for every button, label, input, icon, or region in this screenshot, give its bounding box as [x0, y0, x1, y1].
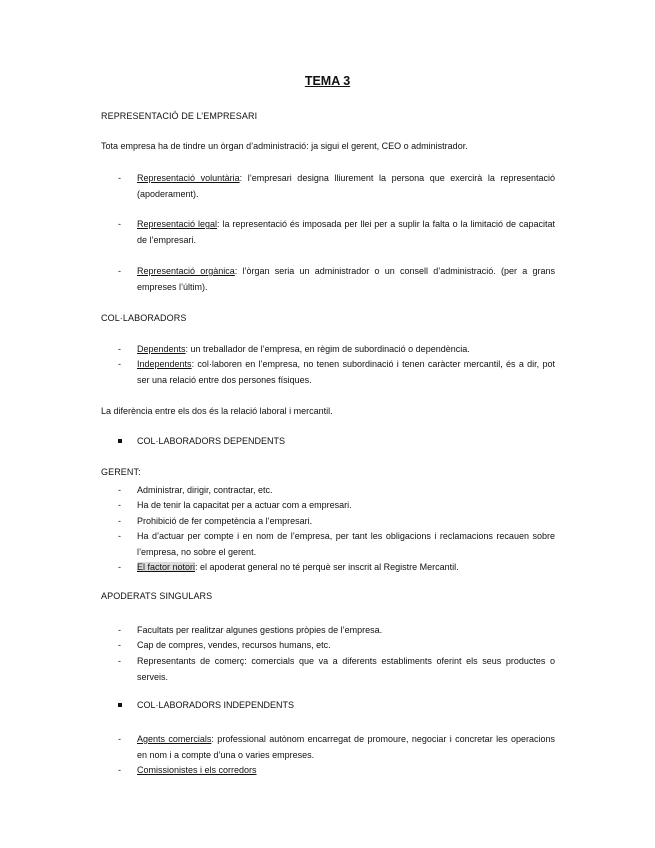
gerent-item: Ha de tenir la capacitat per a actuar com a empresari.	[137, 500, 352, 510]
list-item-comissionistes	[137, 762, 555, 778]
dash-bullet: -	[118, 734, 121, 744]
definition: : col·laboren en l’empresa, no tenen subordinació i tenen caràcter mercantil, és a dir, pot ser una relació entre dos persones físiques.	[137, 359, 555, 385]
list-item-independents	[137, 356, 555, 388]
apoderats-heading: APODERATS SINGULARS	[101, 591, 213, 601]
term: Dependents	[137, 344, 186, 354]
square-bullet-icon	[118, 439, 122, 443]
term: Independents	[137, 359, 192, 369]
dash-bullet: -	[118, 485, 121, 495]
subsection-label-dependents: COL·LABORADORS DEPENDENTS	[137, 436, 286, 446]
note-paragraph: La diferència entre els dos és la relació laboral i mercantil.	[101, 406, 333, 416]
term: El factor notori	[137, 562, 196, 572]
dash-bullet: -	[118, 531, 121, 541]
term: Agents comercials	[137, 734, 212, 744]
definition: : l’òrgan seria un administrador o un consell d’administració. (per a grans empreses l’últim).	[137, 266, 555, 292]
dash-bullet: -	[118, 173, 121, 183]
list-item-factor-notori	[137, 559, 555, 575]
term: Representació legal	[137, 219, 218, 229]
list-item-agents-comercials	[137, 731, 555, 763]
dash-bullet: -	[118, 516, 121, 526]
dash-bullet: -	[118, 266, 121, 276]
dash-bullet: -	[118, 640, 121, 650]
list-item-representacio-voluntaria	[137, 170, 555, 202]
dash-bullet: -	[118, 500, 121, 510]
gerent-item: Prohibició de fer competència a l’empresari.	[137, 516, 313, 526]
apoderats-item: Facultats per realitzar algunes gestions pròpies de l’empresa.	[137, 625, 383, 635]
list-item-dependents	[137, 341, 555, 357]
square-bullet-icon	[118, 703, 122, 707]
gerent-item: Administrar, dirigir, contractar, etc.	[137, 485, 273, 495]
dash-bullet: -	[118, 765, 121, 775]
intro-paragraph: Tota empresa ha de tindre un òrgan d’administració: ja sigui el gerent, CEO o administrador.	[101, 141, 468, 151]
definition: : professional autònom encarregat de promoure, negociar i concretar les operacions en nom i a compte d’una o varies empreses.	[137, 734, 556, 760]
dash-bullet: -	[118, 219, 121, 229]
list-item-representacio-organica	[137, 263, 555, 295]
definition: : l’empresari designa lliurement la persona que exercirà la representació (apoderament).	[137, 173, 555, 199]
gerent-item: Ha d’actuar per compte i en nom de l’empresa, per tant les obligacions i reclamacions recauen sobre l’empresa, no sobre el gerent.	[137, 531, 555, 557]
section-heading-representacio: REPRESENTACIÓ DE L’EMPRESARI	[101, 111, 258, 121]
dash-bullet: -	[118, 562, 121, 572]
dash-bullet: -	[118, 656, 121, 666]
section-heading-col-laboradors: COL·LABORADORS	[101, 313, 187, 323]
term: Comissionistes i els corredors	[137, 765, 257, 775]
dash-bullet: -	[118, 359, 121, 369]
term: Representació orgànica	[137, 266, 235, 276]
definition: : la representació és imposada per llei per a suplir la falta o la limitació de capacitat de l’empresari.	[137, 219, 555, 245]
definition: : el apoderat general no té perquè ser inscrit al Registre Mercantil.	[195, 562, 459, 572]
subsection-label-independents: COL·LABORADORS INDEPENDENTS	[137, 700, 295, 710]
apoderats-item: Representants de comerç: comercials que va a diferents establiments oferint els seus productes o serveis.	[137, 656, 555, 682]
gerent-heading: GERENT:	[101, 467, 141, 477]
dash-bullet: -	[118, 625, 121, 635]
term: Representació voluntària	[137, 173, 240, 183]
definition: : un treballador de l’empresa, en règim de subordinació o dependència.	[185, 344, 470, 354]
dash-bullet: -	[118, 344, 121, 354]
apoderats-item: Cap de compres, vendes, recursos humans, etc.	[137, 640, 331, 650]
page-title: TEMA 3	[304, 74, 351, 88]
list-item-representacio-legal	[137, 216, 555, 248]
